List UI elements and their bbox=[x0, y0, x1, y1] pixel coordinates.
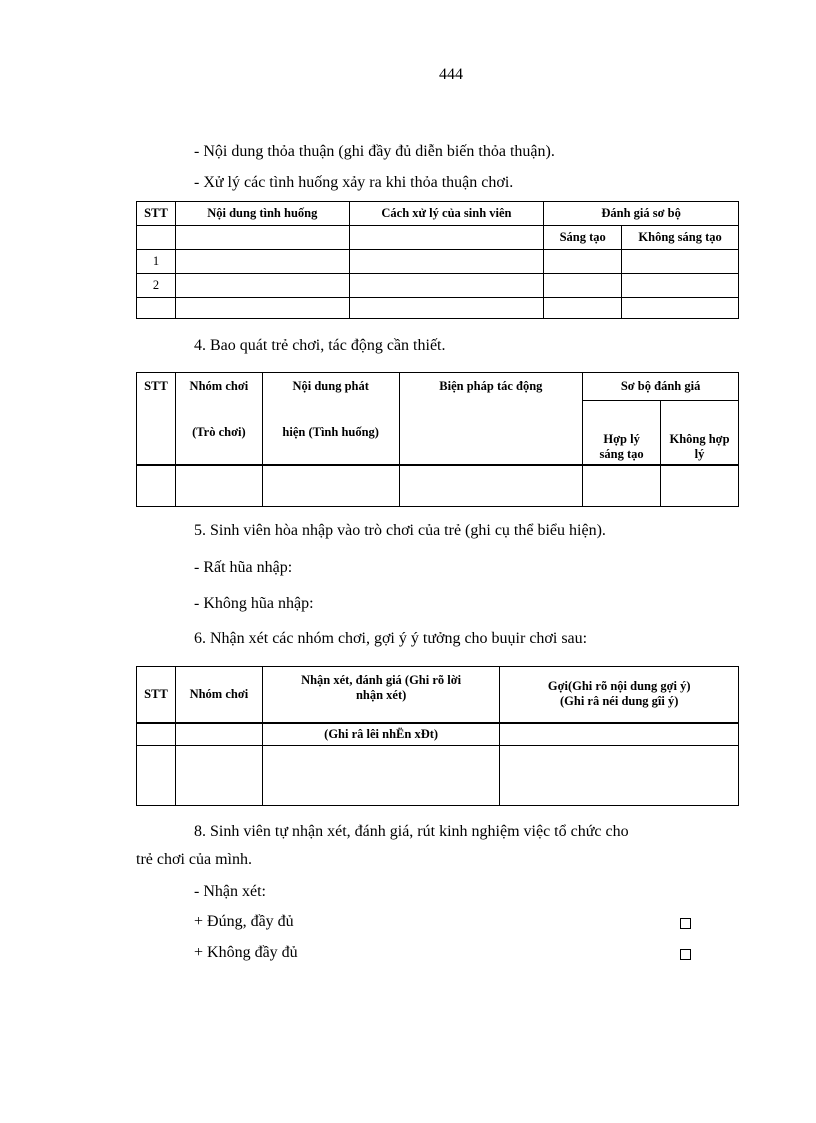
cell-empty bbox=[399, 465, 583, 507]
table-row bbox=[137, 274, 739, 298]
header-preliminary-evaluation: Đánh giá sơ bộ bbox=[544, 202, 739, 226]
cell-empty bbox=[500, 723, 739, 746]
cell-empty bbox=[175, 723, 262, 746]
cell-empty bbox=[137, 723, 176, 746]
cell-empty bbox=[137, 298, 176, 319]
header-situation-content: Nội dung tình huống bbox=[175, 202, 349, 226]
section8-comment-label: - Nhận xét: bbox=[194, 883, 266, 900]
suggestion-line2: (Ghi râ néi dung gîi ý) bbox=[559, 694, 679, 709]
cell-empty bbox=[175, 226, 349, 250]
checkbox-incomplete[interactable] bbox=[680, 949, 691, 960]
section5-item-not-integrated: - Không hũa nhập: bbox=[194, 595, 314, 612]
cell-empty bbox=[544, 250, 622, 274]
comment-line1: Nhận xét, đánh giá (Ghi rõ lời bbox=[301, 673, 462, 687]
cell-empty bbox=[622, 250, 739, 274]
header-stt: STT bbox=[137, 373, 176, 465]
header-suggestion bbox=[500, 667, 739, 723]
unreasonable-line1: Không hợp bbox=[669, 431, 730, 446]
section4-heading: 4. Bao quát trẻ chơi, tác động cần thiết. bbox=[194, 337, 446, 354]
header-creative: Sáng tạo bbox=[544, 226, 622, 250]
cell-empty bbox=[262, 465, 399, 507]
cell-empty bbox=[137, 226, 176, 250]
header-found-content: Nội dung phát bbox=[262, 373, 399, 401]
cell-empty bbox=[175, 274, 349, 298]
header-preliminary-evaluation: Sơ bộ đánh giá bbox=[583, 373, 739, 401]
section8-heading-line1: 8. Sinh viên tự nhận xét, đánh giá, rút kinh nghiệm việc tổ chức cho bbox=[194, 823, 629, 840]
header-stt: STT bbox=[137, 202, 176, 226]
cell-empty bbox=[544, 274, 622, 298]
cell-empty bbox=[544, 298, 622, 319]
header-comment-evaluation bbox=[262, 667, 500, 723]
cell-empty bbox=[349, 226, 544, 250]
supervision-table bbox=[136, 372, 739, 507]
cell-empty bbox=[262, 746, 500, 806]
table-row bbox=[137, 298, 739, 319]
sub-comment-label: (Ghi râ lêi nhËn xÐt) bbox=[262, 723, 500, 746]
header-intervention: Biện pháp tác động bbox=[399, 373, 583, 401]
cell-empty bbox=[349, 298, 544, 319]
cell-empty bbox=[175, 250, 349, 274]
comment-line2: nhận xét) bbox=[355, 688, 407, 702]
table-row bbox=[137, 465, 739, 507]
cell-empty bbox=[175, 298, 349, 319]
cell-empty bbox=[583, 465, 661, 507]
cell-empty bbox=[349, 250, 544, 274]
situations-line: - Xử lý các tình huống xảy ra khi thỏa thuận chơi. bbox=[194, 174, 514, 191]
cell-empty bbox=[175, 465, 262, 507]
table-row bbox=[137, 746, 739, 806]
option-correct-complete: + Đúng, đầy đủ bbox=[194, 913, 294, 930]
header-found-content-sub: hiện (Tình huống) bbox=[262, 401, 399, 465]
header-play-group: Nhóm chơi bbox=[175, 667, 262, 723]
row-stt: 2 bbox=[137, 274, 176, 298]
section6-heading: 6. Nhận xét các nhóm chơi, gợi ý ý tưởng cho buụir chơi sau: bbox=[194, 630, 588, 647]
header-play-group: Nhóm chơi bbox=[175, 373, 262, 401]
option-incomplete: + Không đầy đủ bbox=[194, 944, 298, 961]
cell-empty bbox=[175, 746, 262, 806]
cell-empty bbox=[349, 274, 544, 298]
cell-empty bbox=[500, 746, 739, 806]
header-not-creative: Không sáng tạo bbox=[622, 226, 739, 250]
header-play-group-sub: (Trò chơi) bbox=[175, 401, 262, 465]
group-comment-table bbox=[136, 666, 739, 806]
reasonable-line2: sáng tạo bbox=[599, 446, 644, 461]
section8-heading-line2: trẻ chơi của mình. bbox=[136, 851, 252, 868]
section5-item-integrated: - Rất hũa nhập: bbox=[194, 559, 293, 576]
header-stt: STT bbox=[137, 667, 176, 723]
reasonable-line1: Hợp lý bbox=[603, 431, 640, 446]
section5-heading: 5. Sinh viên hòa nhập vào trò chơi của trẻ (ghi cụ thể biểu hiện). bbox=[194, 522, 606, 539]
header-student-handling: Cách xử lý của sinh viên bbox=[349, 202, 544, 226]
suggestion-line1: Gợi(Ghi rõ nội dung gợi ý) bbox=[547, 679, 691, 694]
row-stt: 1 bbox=[137, 250, 176, 274]
header-reasonable-creative bbox=[583, 401, 661, 465]
cell-empty bbox=[399, 401, 583, 465]
table-row bbox=[137, 250, 739, 274]
cell-empty bbox=[622, 274, 739, 298]
page-number: 444 bbox=[439, 66, 463, 83]
unreasonable-line2: lý bbox=[694, 446, 705, 461]
cell-empty bbox=[622, 298, 739, 319]
header-unreasonable bbox=[661, 401, 739, 465]
cell-empty bbox=[137, 746, 176, 806]
cell-empty bbox=[137, 465, 176, 507]
checkbox-correct-complete[interactable] bbox=[680, 918, 691, 929]
cell-empty bbox=[661, 465, 739, 507]
situations-table bbox=[136, 201, 739, 319]
agreement-line: - Nội dung thỏa thuận (ghi đầy đủ diễn biến thỏa thuận). bbox=[194, 143, 555, 160]
